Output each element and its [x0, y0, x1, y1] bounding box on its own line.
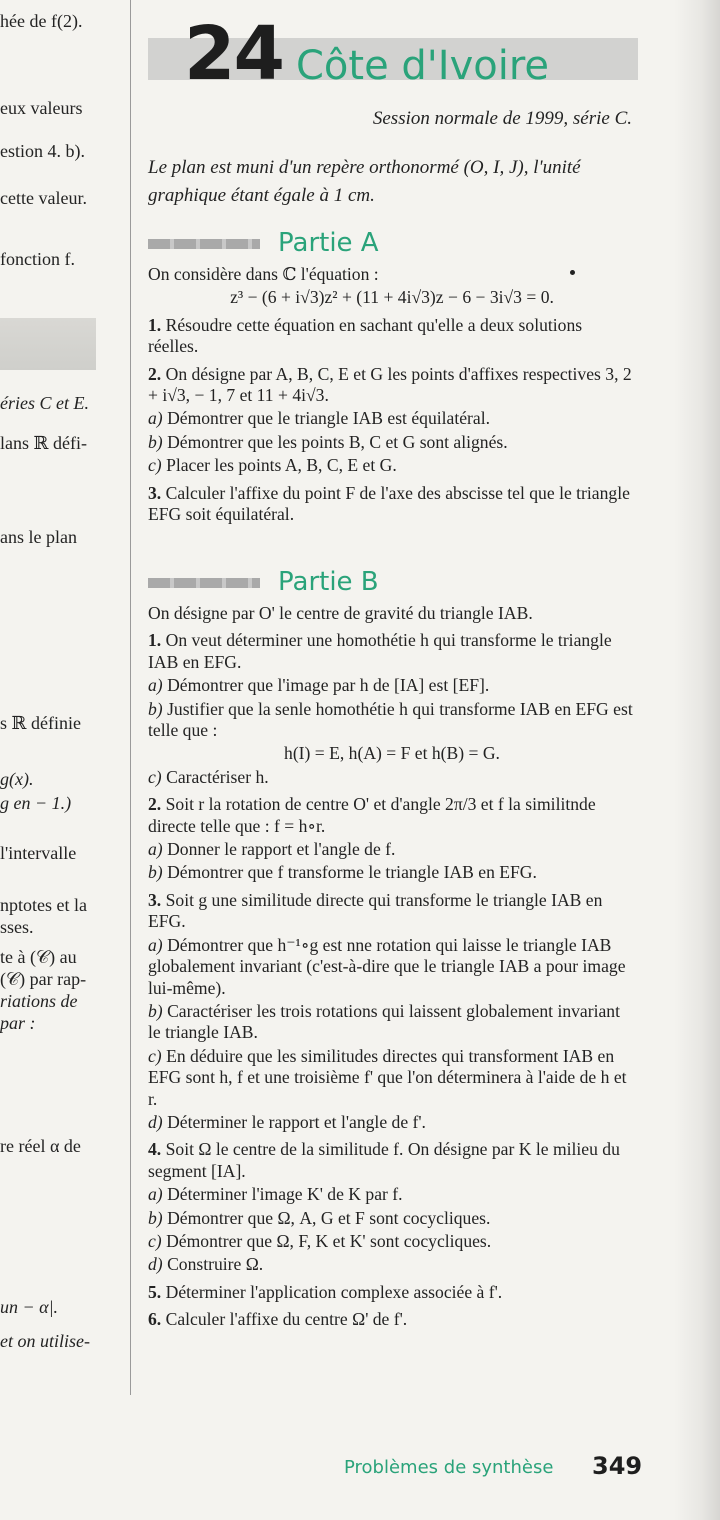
left-frag: estion 4. b). — [0, 141, 85, 161]
item-text: z³ − (6 + i√3)z² + (11 + 4i√3)z − 6 − 3i√3 = 0. — [230, 287, 554, 308]
part-b-line — [148, 743, 636, 764]
column-divider — [130, 0, 131, 1395]
item-label: 4. — [148, 1139, 162, 1160]
item-text: Construire Ω. — [167, 1254, 264, 1275]
item-label: a) — [148, 408, 163, 429]
item-label: a) — [148, 1184, 163, 1205]
left-frag: hée de f(2). — [0, 11, 83, 31]
part-a-body — [148, 264, 636, 525]
part-b-line — [148, 1139, 636, 1182]
item-label: 5. — [148, 1281, 162, 1302]
part-a-line — [148, 364, 636, 407]
left-frag: éries C et E. — [0, 393, 89, 413]
item-label: a) — [148, 675, 163, 696]
left-frag: l'intervalle — [0, 843, 77, 863]
item-text: Caractériser les trois rotations qui laissent globalement invariant le triangle IAB. — [148, 1000, 620, 1043]
item-text: Donner le rapport et l'angle de f. — [167, 839, 396, 860]
page-edge-shadow — [674, 0, 720, 1520]
item-text: Démontrer que l'image par h de [IA] est [EF]. — [167, 675, 490, 696]
left-frag: riations de — [0, 991, 78, 1011]
part-b-line — [148, 1001, 636, 1044]
intro-text: Le plan est muni d'un repère orthonormé (O, I, J), l'unité graphique étant égale à 1 cm. — [148, 157, 581, 206]
item-text: On désigne par A, B, C, E et G les points d'affixes respectives 3, 2 + i√3, − 1, 7 et 11 + 4i√3. — [148, 363, 632, 406]
page-number: 349 — [592, 1452, 643, 1480]
part-a-line — [148, 264, 636, 285]
part-b-line — [148, 1208, 636, 1229]
left-frag: cette valeur. — [0, 188, 87, 208]
item-label: 6. — [148, 1309, 162, 1330]
part-a-line — [148, 432, 636, 453]
item-label: 3. — [148, 482, 162, 503]
left-frag: g en − 1.) — [0, 793, 72, 813]
part-b-line — [148, 862, 636, 883]
item-text: Soit r la rotation de centre O' et d'angle 2π/3 et f la similitnde directe telle que : f = h∘r. — [148, 794, 596, 836]
part-a-line — [148, 483, 636, 526]
part-a-line — [148, 315, 636, 358]
item-text: Démontrer que h⁻¹∘g est nne rotation qui laisse le triangle IAB globalement invariant (c'est-à-dire que le triangle IAB a pour image lui-même). — [148, 934, 626, 998]
item-text: Déterminer l'image K' de K par f. — [167, 1184, 403, 1205]
part-b-line — [148, 794, 636, 837]
left-frag: sses. — [0, 917, 34, 937]
item-text: Démontrer que les points B, C et G sont alignés. — [167, 431, 508, 452]
item-label: b) — [148, 1207, 163, 1228]
item-label: d) — [148, 1254, 163, 1275]
footer-label: Problèmes de synthèse — [344, 1457, 554, 1478]
item-label: 2. — [148, 794, 162, 815]
left-frag: eux valeurs — [0, 98, 83, 118]
heading-bars — [148, 239, 260, 249]
item-label: c) — [148, 1045, 162, 1066]
item-label: b) — [148, 1000, 163, 1021]
left-frag: un − α|. — [0, 1297, 59, 1317]
left-frag: re réel α de — [0, 1136, 81, 1156]
part-a-line — [148, 408, 636, 429]
left-frag: fonction f. — [0, 249, 75, 269]
item-label: 2. — [148, 363, 162, 384]
item-text: Placer les points A, B, C, E et G. — [166, 455, 397, 476]
item-label: c) — [148, 1230, 162, 1251]
item-text: Démontrer que f transforme le triangle IAB en EFG. — [167, 862, 537, 883]
previous-column-fragment — [0, 0, 128, 1520]
part-b-line — [148, 675, 636, 696]
part-b-line — [148, 1112, 636, 1133]
part-b-line — [148, 1254, 636, 1275]
item-text: On considère dans ℂ l'équation : — [148, 264, 379, 284]
item-label: c) — [148, 766, 162, 787]
part-b-line — [148, 603, 636, 624]
item-text: Justifier que la senle homothétie h qui transforme IAB en EFG est telle que : — [148, 698, 633, 741]
item-text: Calculer l'affixe du point F de l'axe des abscisse tel que le triangle EFG soit équilatéral. — [148, 482, 630, 525]
part-b-line — [148, 935, 636, 999]
part-b-line — [148, 1231, 636, 1252]
part-b-line — [148, 767, 636, 788]
item-text: On désigne par O' le centre de gravité du triangle IAB. — [148, 603, 533, 623]
part-b-line — [148, 1309, 636, 1330]
exercise-number: 24 — [184, 11, 283, 97]
part-a-line — [148, 455, 636, 476]
item-text: Démontrer que Ω, F, K et K' sont cocycliques. — [166, 1230, 492, 1251]
part-b-line — [148, 630, 636, 673]
item-label: 3. — [148, 889, 162, 910]
gray-box-fragment — [0, 318, 96, 370]
part-b-line — [148, 699, 636, 742]
exercise-title: Côte d'Ivoire — [296, 43, 550, 89]
item-text: Démontrer que Ω, A, G et F sont cocycliques. — [167, 1207, 491, 1228]
left-frag: par : — [0, 1013, 36, 1033]
session-label: Session normale de 1999, série C. — [372, 108, 632, 129]
part-b-line — [148, 1282, 636, 1303]
item-text: On veut déterminer une homothétie h qui transforme le triangle IAB en EFG. — [148, 630, 612, 672]
part-a-title: Partie A — [278, 228, 379, 258]
part-b-line — [148, 1184, 636, 1205]
item-text: h(I) = E, h(A) = F et h(B) = G. — [284, 743, 500, 764]
left-frag: (𝒞) par rap- — [0, 969, 87, 989]
left-frag: te à (𝒞) au — [0, 947, 77, 967]
left-frag: lans ℝ défi- — [0, 433, 87, 453]
item-text: Déterminer l'application complexe associée à f'. — [165, 1281, 503, 1302]
left-frag: et on utilise- — [0, 1331, 90, 1351]
item-text: Caractériser h. — [166, 766, 269, 787]
left-frag: s ℝ définie — [0, 713, 81, 733]
left-frag: ans le plan — [0, 527, 77, 547]
part-b-body — [148, 603, 636, 1331]
item-label: b) — [148, 862, 163, 883]
left-frag: g(x). — [0, 769, 34, 789]
item-text: Démontrer que le triangle IAB est équilatéral. — [167, 408, 490, 429]
item-text: Soit g une similitude directe qui transforme le triangle IAB en EFG. — [148, 889, 603, 932]
item-label: 1. — [148, 314, 162, 335]
item-label: d) — [148, 1111, 163, 1132]
heading-bars — [148, 578, 260, 588]
part-b-line — [148, 890, 636, 933]
part-b-heading — [148, 565, 548, 599]
item-label: b) — [148, 431, 163, 452]
item-text: Déterminer le rapport et l'angle de f'. — [167, 1111, 426, 1132]
part-a-heading — [148, 226, 548, 260]
item-label: c) — [148, 455, 162, 476]
item-text: Calculer l'affixe du centre Ω' de f'. — [165, 1309, 408, 1330]
item-text: Résoudre cette équation en sachant qu'elle a deux solutions réelles. — [148, 314, 583, 357]
item-label: 1. — [148, 630, 162, 651]
part-b-line — [148, 839, 636, 860]
left-frag: nptotes et la — [0, 895, 87, 915]
item-label: a) — [148, 934, 163, 955]
part-b-title: Partie B — [278, 567, 379, 597]
item-label: a) — [148, 839, 163, 860]
part-a-line — [148, 287, 636, 308]
item-text: Soit Ω le centre de la similitude f. On désigne par K le milieu du segment [IA]. — [148, 1139, 620, 1181]
item-label: b) — [148, 698, 163, 719]
part-b-line — [148, 1046, 636, 1110]
item-text: En déduire que les similitudes directes qui transforment IAB en EFG sont h, f et une troisième f' que l'on déterminera à l'aide de h et r. — [148, 1045, 627, 1109]
